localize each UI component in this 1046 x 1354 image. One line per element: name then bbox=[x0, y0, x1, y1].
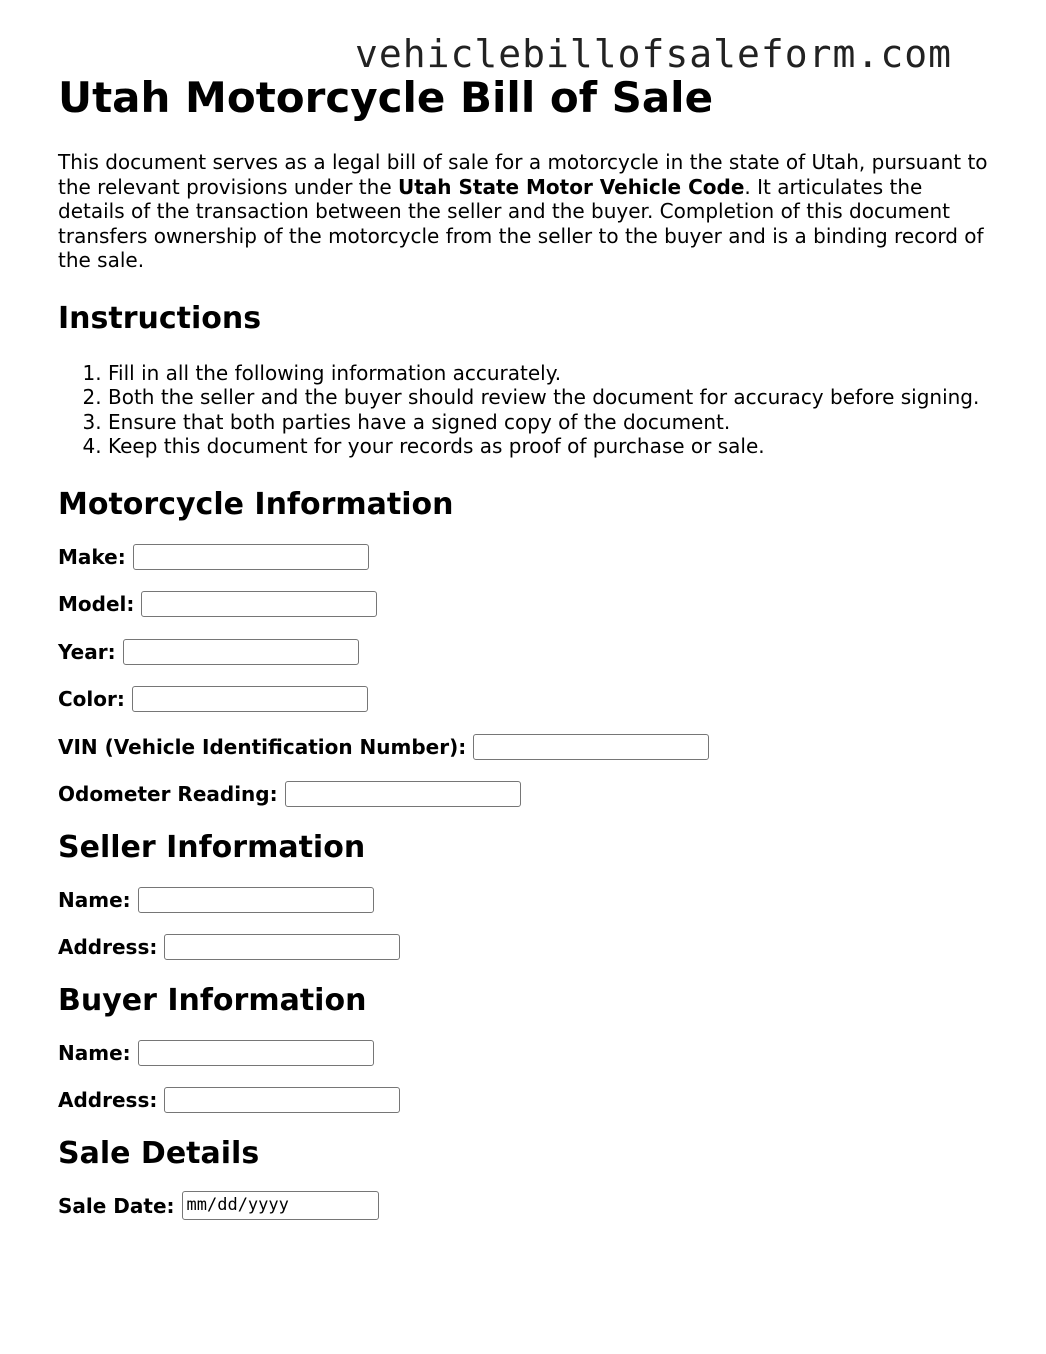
instructions-heading: Instructions bbox=[58, 300, 262, 336]
intro-text-1: This document serves as a legal bill of sale for a motorcycle in the state of Utah, pursuant to the relevant provisions under the bbox=[58, 150, 988, 199]
odometer-field-row bbox=[58, 780, 988, 808]
sale-details-heading: Sale Details bbox=[58, 1135, 260, 1171]
color-input[interactable] bbox=[132, 686, 368, 712]
buyer-address-label: Address: bbox=[58, 1088, 158, 1112]
year-input[interactable] bbox=[123, 639, 359, 665]
sale-date-label: Sale Date: bbox=[58, 1193, 175, 1218]
seller-name-label: Name: bbox=[58, 887, 131, 912]
make-input[interactable] bbox=[133, 544, 369, 570]
vin-input[interactable] bbox=[473, 734, 709, 760]
intro-text-2: . It articulates the details of the transaction between the seller and the buyer. Completion of this document transfers ownership of the motorcycle from the seller to the buyer and is a binding record of the sale. bbox=[58, 174, 984, 272]
intro-paragraph bbox=[58, 150, 988, 273]
seller-name-input[interactable] bbox=[138, 887, 374, 913]
watermark: vehiclebillofsaleform.com bbox=[355, 32, 952, 76]
color-field-row bbox=[58, 685, 988, 713]
vin-field-row bbox=[58, 733, 988, 761]
year-label: Year: bbox=[58, 639, 116, 664]
buyer-name-input[interactable] bbox=[138, 1040, 374, 1066]
make-label: Make: bbox=[58, 544, 126, 569]
odometer-label: Odometer Reading: bbox=[58, 782, 278, 806]
motorcycle-info-heading: Motorcycle Information bbox=[58, 486, 454, 522]
vin-label: VIN (Vehicle Identification Number): bbox=[58, 734, 467, 759]
sale-date-field-row bbox=[58, 1192, 988, 1220]
model-field-row bbox=[58, 590, 988, 618]
odometer-input[interactable] bbox=[285, 781, 521, 807]
make-field-row bbox=[58, 543, 988, 571]
seller-address-field-row bbox=[58, 933, 988, 961]
buyer-info-heading: Buyer Information bbox=[58, 982, 367, 1018]
instruction-item: 4. Keep this document for your records as proof of purchase or sale. bbox=[108, 434, 988, 459]
model-input[interactable] bbox=[141, 591, 377, 617]
instruction-item: 2. Both the seller and the buyer should review the document for accuracy before signing. bbox=[108, 385, 988, 410]
model-label: Model: bbox=[58, 592, 135, 616]
seller-address-input[interactable] bbox=[164, 934, 400, 960]
page-title: Utah Motorcycle Bill of Sale bbox=[58, 73, 714, 122]
instruction-item: 3. Ensure that both parties have a signed copy of the document. bbox=[108, 410, 988, 435]
seller-info-heading: Seller Information bbox=[58, 829, 366, 865]
buyer-name-label: Name: bbox=[58, 1040, 131, 1065]
buyer-address-field-row bbox=[58, 1086, 988, 1114]
year-field-row bbox=[58, 638, 988, 666]
seller-address-label: Address: bbox=[58, 935, 158, 959]
instruction-item: 1. Fill in all the following information accurately. bbox=[108, 361, 988, 386]
document-body bbox=[58, 72, 988, 1239]
color-label: Color: bbox=[58, 687, 125, 711]
buyer-name-field-row bbox=[58, 1039, 988, 1067]
intro-bold-code: Utah State Motor Vehicle Code bbox=[397, 174, 745, 199]
sale-date-input[interactable]: mm/dd/yyyy bbox=[182, 1191, 379, 1220]
instructions-list bbox=[58, 361, 988, 459]
seller-name-field-row bbox=[58, 886, 988, 914]
buyer-address-input[interactable] bbox=[164, 1087, 400, 1113]
